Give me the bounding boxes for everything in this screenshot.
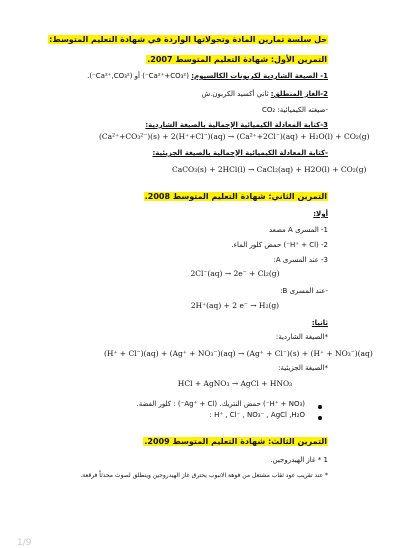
ex2-equation-cathode: 2H⁺(aq) + 2 e⁻ → H₂(g): [190, 301, 280, 310]
exercise-2-heading: التمرين الثاني: شهادة التعليم المتوسط 2008.: [144, 192, 327, 201]
ex2-molecular-label: *الصيغة الجزيئية:: [278, 364, 328, 372]
exercise-1-heading: التمرين الأول: شهادة التعليم المتوسط 2007.: [147, 55, 327, 64]
ex3-item-1: 1 * غاز الهيدروجين.: [270, 456, 328, 464]
exercise-3-heading: التمرين الثالث: شهادة التعليم المتوسط 2009.: [144, 437, 327, 446]
ex3-item-2: * عند تقريب عود ثقاب مشتعل من فوهة الانبوب يحترق غاز الهيدروجين وينطلق لصوت محدثاً فرقعة.: [80, 472, 328, 479]
ex2-part-1-label: أولا:: [313, 210, 328, 218]
ex1-equation-molecular: CaCO₃(s) + 2HCl(l) → CaCl₂(aq) + H2O(l) + CO₂(g): [172, 165, 367, 174]
ex2-bullet-2: H⁺ , Cl⁻ , NO₃⁻ , AgCl ,H₂O :: [209, 411, 305, 419]
ex2-part-2-label: ثانيا:: [311, 319, 328, 327]
ex2-item-2: 2- (H⁺ + Cl⁻) حمض كلور الماء.: [231, 241, 328, 249]
page-title: حل سلسة تمارين المادة وتحولاتها الواردة في شهادة التعليم المتوسط:: [49, 35, 327, 44]
page-number: 1/9: [17, 538, 32, 548]
bullet-icon: [318, 405, 322, 409]
ex1-line-5: -كتابة المعادلة الكيميائية الإجمالية بالصيغة الجزيئية:: [152, 149, 328, 157]
ex2-ionic-label: *الصيغة الشاردية:: [275, 333, 328, 341]
ex2-item-1: 1- المسرى A مصعد: [268, 226, 328, 234]
ex2-equation-anode: 2Cl⁻(aq) → 2e⁻ + Cl₂(g): [190, 269, 280, 278]
ex2-bullet-1: (H⁺ + NO₃⁻) حمض النتريك. (Ag⁺ + Cl⁻) : كلور الفضة.: [136, 400, 305, 408]
ex2-equation-molecular: HCl + AgNO₃ → AgCl + HNO₃: [177, 379, 293, 388]
ex2-equation-ionic: (H⁺ + Cl⁻)(aq) + (Ag⁺ + NO₃⁻)(aq) → (Ag⁺ + Cl⁻)(s) + (H⁺ + NO₃⁻)(aq): [104, 349, 373, 358]
ex1-line-1: 1- الصيغة الشاردية لكربونات الكالسيوم: (Ca²⁺+CO₃²⁻) أو (Ca²⁺,CO₃²⁻).: [87, 72, 328, 80]
ex1-line-2: 2-الغاز المنطلق: ثاني أكسيد الكربون.ش: [201, 90, 328, 98]
ex1-line-3: -صيغته الكيميائية: CO₂: [261, 106, 328, 114]
bullet-icon: [318, 416, 322, 420]
ex1-line-4: 3-كتابة المعادلة الكيميائية الإجمالية بالصيغة الشاردية:: [145, 121, 328, 129]
ex2-item-3: 3- عند المسرى A:: [273, 256, 328, 264]
ex1-equation-ionic: (Ca²⁺+CO₃²⁻)(s) + 2(H⁺+Cl⁻)(aq) → (Ca²⁺+2Cl⁻)(aq) + H₂O(l) + CO₂(g): [99, 132, 370, 141]
ex2-item-4: -عند المسرى B:: [280, 287, 328, 295]
